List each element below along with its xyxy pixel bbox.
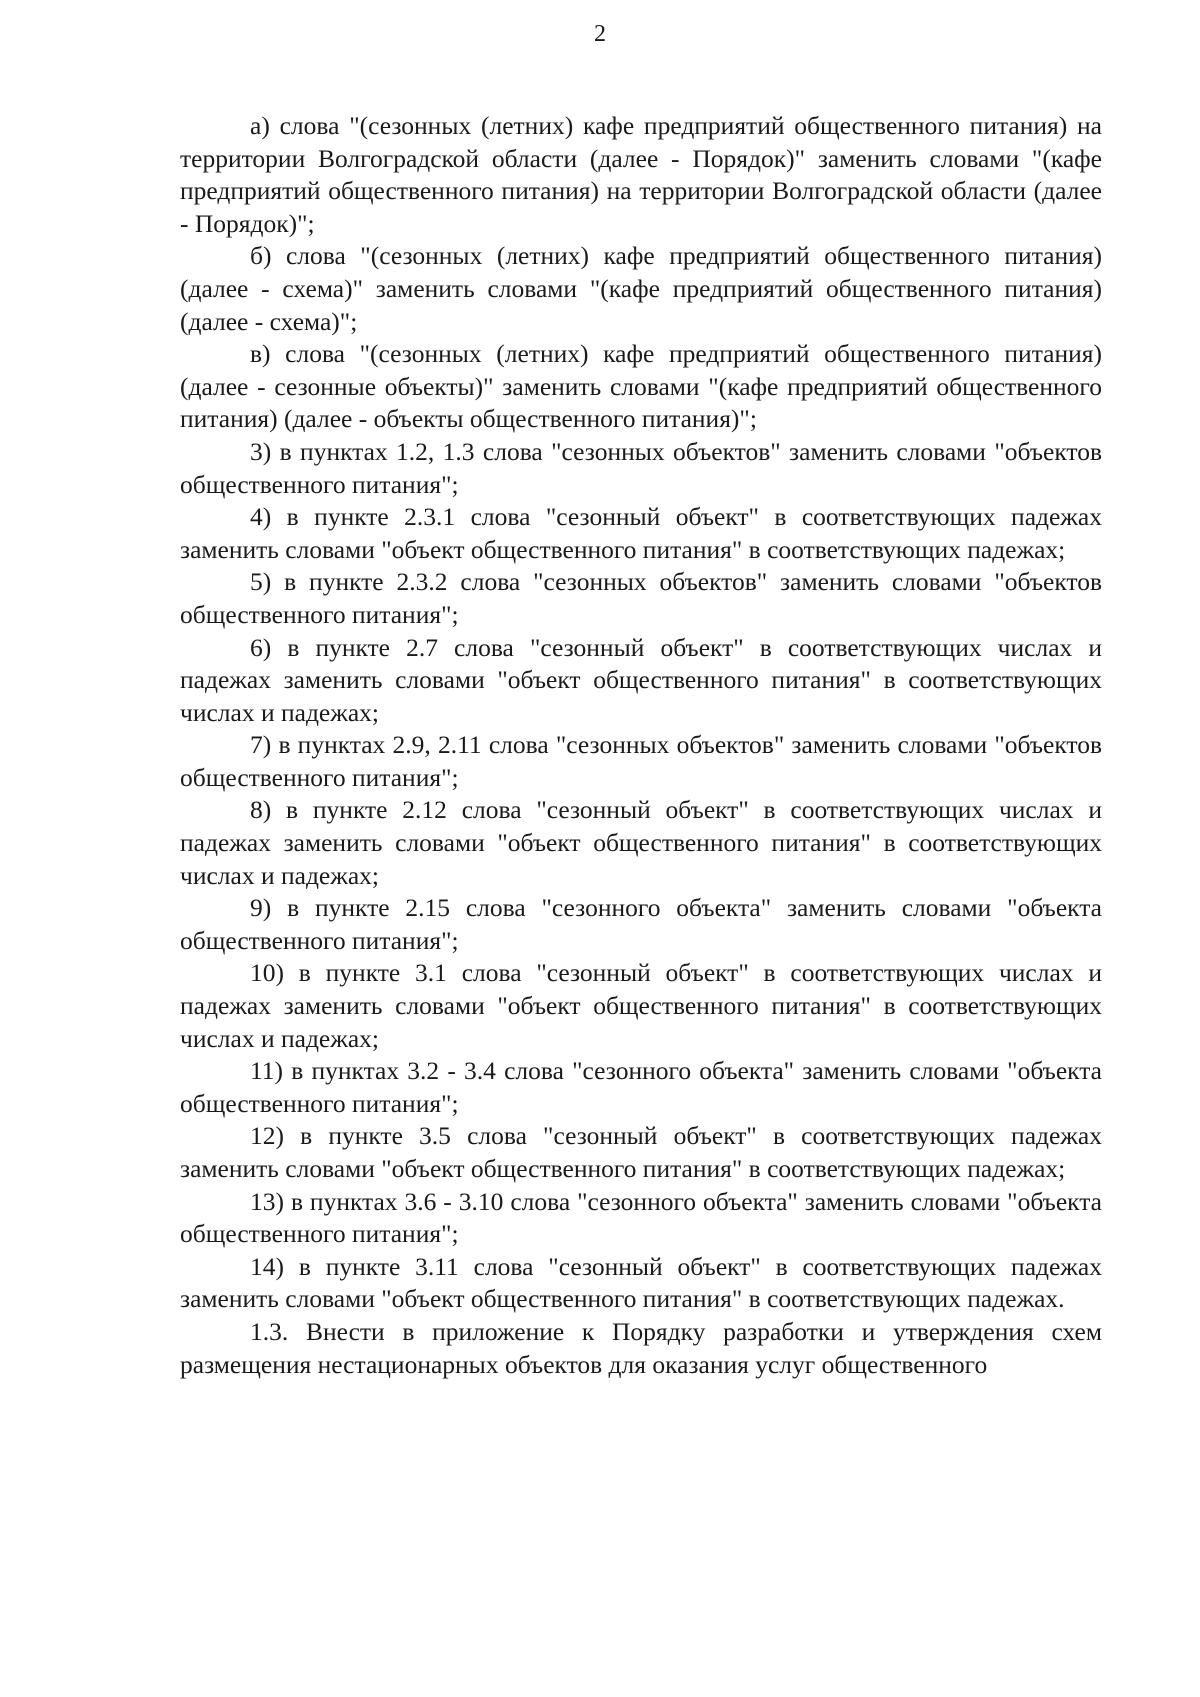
paragraph-10: 10) в пункте 3.1 слова "сезонный объект" в соответствующих числах и падежах заменить словами "объект общественного питания" в соответствующих числах и падежах; xyxy=(180,958,1102,1053)
paragraph-9: 9) в пункте 2.15 слова "сезонного объекта" заменить словами "объекта общественного питания"; xyxy=(180,893,1102,955)
paragraph-4: 4) в пункте 2.3.1 слова "сезонный объект" в соответствующих падежах заменить словами "объект общественного питания" в соответствующих падежах; xyxy=(180,502,1102,564)
paragraph-14: 14) в пункте 3.11 слова "сезонный объект" в соответствующих падежах заменить словами "объект общественного питания" в соответствующих падежах. xyxy=(180,1251,1102,1314)
page-number: 2 xyxy=(594,21,606,47)
paragraph-6: 6) в пункте 2.7 слова "сезонный объект" в соответствующих числах и падежах заменить словами "объект общественного питания" в соответствующих числах и падежах; xyxy=(180,632,1102,727)
paragraph-v: в) слова "(сезонных (летних) кафе предприятий общественного питания) (далее - сезонные объекты)" заменить словами "(кафе предприятий общественного питания) (далее - объекты общественного питания)"; xyxy=(180,339,1102,434)
paragraph-1-3: 1.3. Внести в приложение к Порядку разработки и утверждения схем размещения нестационарных объектов для оказания услуг общественного xyxy=(180,1316,1102,1379)
paragraph-7: 7) в пунктах 2.9, 2.11 слова "сезонных объектов" заменить словами "объектов общественного питания"; xyxy=(180,730,1102,792)
paragraph-5: 5) в пункте 2.3.2 слова "сезонных объектов" заменить словами "объектов общественного питания"; xyxy=(180,567,1102,629)
paragraph-3: 3) в пунктах 1.2, 1.3 слова "сезонных объектов" заменить словами "объектов общественного питания"; xyxy=(180,436,1102,499)
document-body xyxy=(180,110,1102,1381)
paragraph-13: 13) в пунктах 3.6 - 3.10 слова "сезонного объекта" заменить словами "объекта общественного питания"; xyxy=(180,1186,1102,1249)
paragraph-12: 12) в пункте 3.5 слова "сезонный объект" в соответствующих падежах заменить словами "объект общественного питания" в соответствующих падежах; xyxy=(180,1121,1102,1183)
paragraph-b: б) слова "(сезонных (летних) кафе предприятий общественного питания) (далее - схема)" заменить словами "(кафе предприятий общественного питания) (далее - схема)"; xyxy=(180,241,1102,336)
paragraph-8: 8) в пункте 2.12 слова "сезонный объект" в соответствующих числах и падежах заменить словами "объект общественного питания" в соответствующих числах и падежах; xyxy=(180,795,1102,890)
paragraph-a: а) слова "(сезонных (летних) кафе предприятий общественного питания) на территории Волгоградской области (далее - Порядок)" заменить словами "(кафе предприятий общественного питания) на территории Волгоградской области (далее - Порядок)"; xyxy=(180,111,1102,238)
paragraph-11: 11) в пунктах 3.2 - 3.4 слова "сезонного объекта" заменить словами "объекта общественного питания"; xyxy=(180,1056,1102,1118)
